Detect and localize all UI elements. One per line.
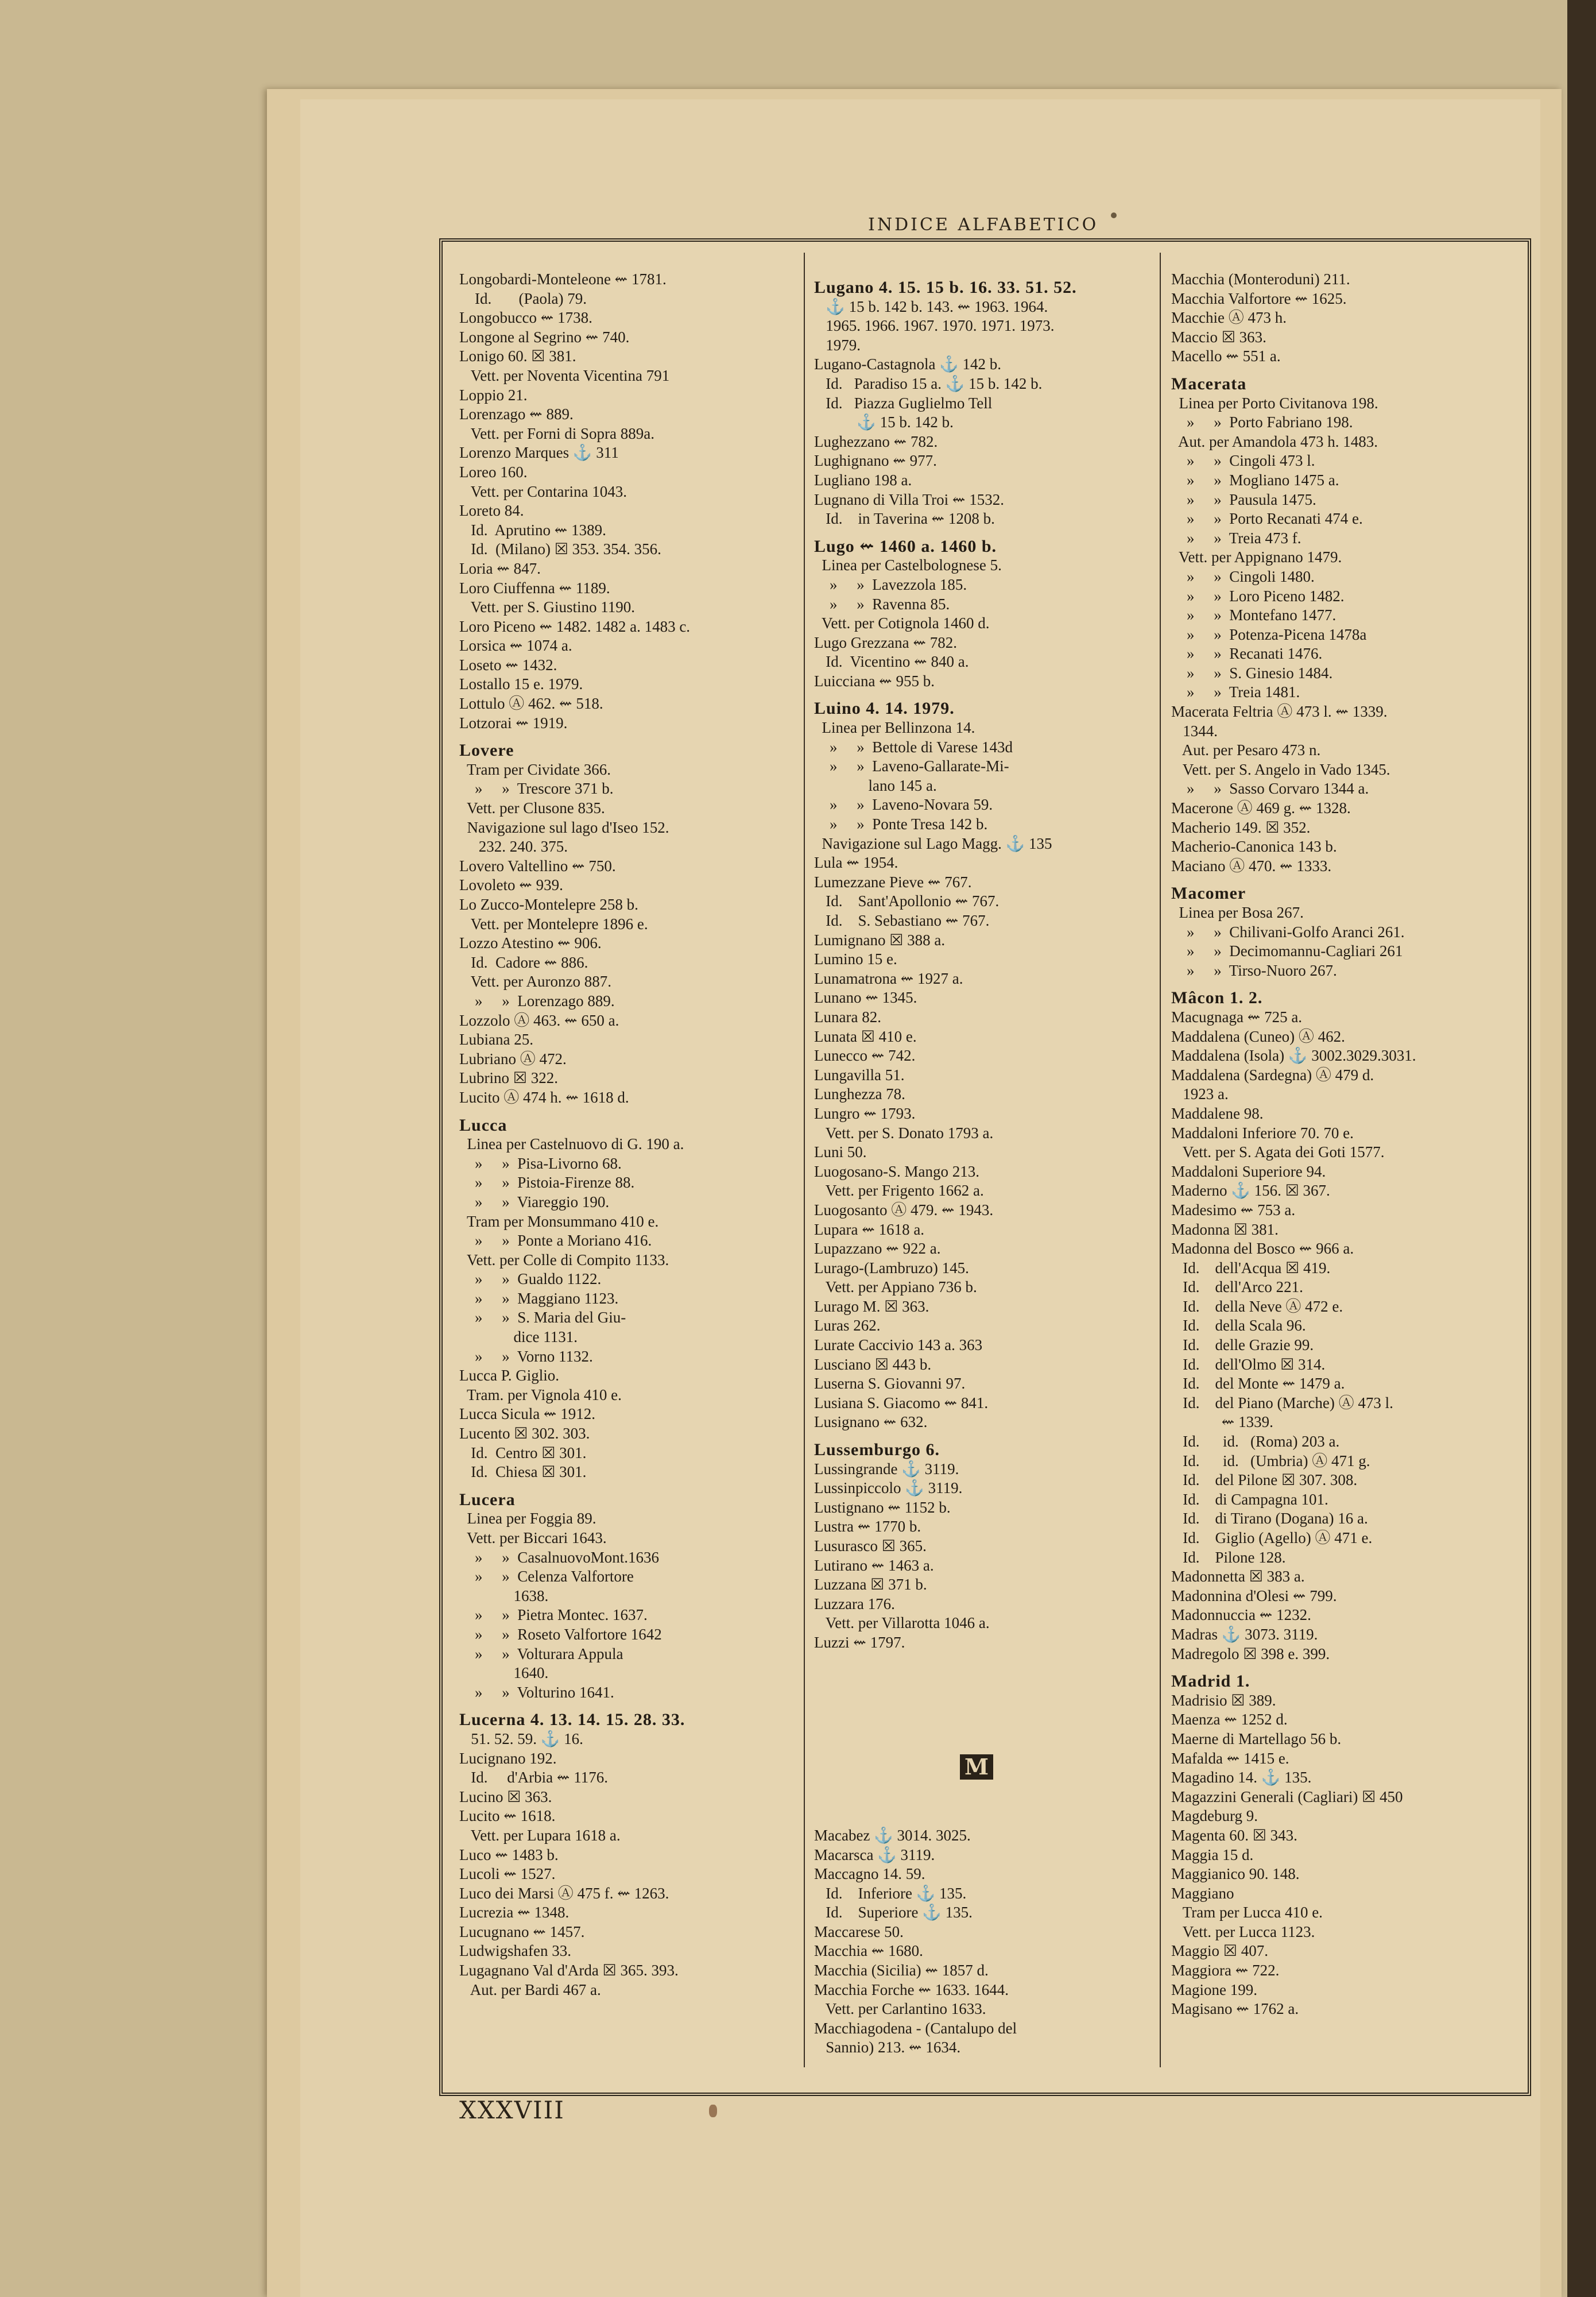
index-entry: Id. dell'Arco 221. xyxy=(1171,1278,1303,1296)
index-entry: Maddaloni Superiore 94. xyxy=(1171,1162,1326,1180)
index-entry: Id. dell'Olmo ☒ 314. xyxy=(1171,1355,1326,1373)
index-entry: Loppio 21. xyxy=(459,386,528,404)
index-entry: Id. Paradiso 15 a. ⚓ 15 b. 142 b. xyxy=(814,374,1043,392)
index-entry: Vett. per Lucca 1123. xyxy=(1171,1923,1315,1940)
index-entry: » » Pietra Montec. 1637. xyxy=(459,1606,648,1624)
index-entry: Lunamatrona ⇜ 1927 a. xyxy=(814,969,963,987)
index-entry: Lugliano 198 a. xyxy=(814,471,912,489)
index-entry: Id. del Piano (Marche) Ⓐ 473 l. xyxy=(1171,1394,1393,1412)
index-entry: » » Tirso-Nuoro 267. xyxy=(1171,961,1337,979)
index-entry: Macugnaga ⇜ 725 a. xyxy=(1171,1008,1303,1026)
index-entry: » » Cingoli 473 l. xyxy=(1171,452,1315,470)
index-entry: Vett. per Forni di Sopra 889a. xyxy=(459,424,654,442)
index-entry: Lumignano ☒ 388 a. xyxy=(814,931,946,949)
index-entry: Luni 50. xyxy=(814,1143,867,1161)
index-entry: » » Laveno-Novara 59. xyxy=(814,796,993,814)
index-entry: Vett. per Contarina 1043. xyxy=(459,482,627,500)
index-entry: Lucino ☒ 363. xyxy=(459,1788,552,1805)
index-entry: Vett. per Biccari 1643. xyxy=(459,1529,607,1546)
index-entry: » » S. Ginesio 1484. xyxy=(1171,664,1333,682)
index-entry: Lucrezia ⇜ 1348. xyxy=(459,1904,570,1921)
index-entry: Lovero Valtellino ⇜ 750. xyxy=(459,857,616,875)
index-entry: » » Sasso Corvaro 1344 a. xyxy=(1171,780,1369,798)
index-entry: Lugo ⇜ 1460 a. 1460 b. xyxy=(814,536,997,556)
index-entry: » » S. Maria del Giu- xyxy=(459,1309,626,1327)
index-entry: 1965. 1966. 1967. 1970. 1971. 1973. xyxy=(814,317,1055,335)
index-entry: Lurate Caccivio 143 a. 363 xyxy=(814,1336,983,1354)
index-entry: » » Pistoia-Firenze 88. xyxy=(459,1174,635,1192)
index-entry: Magisano ⇜ 1762 a. xyxy=(1171,2000,1299,2018)
index-entry: Lughignano ⇜ 977. xyxy=(814,452,937,470)
index-entry: Luino 4. 14. 1979. xyxy=(814,699,955,718)
index-entry: Linea per Castelbolognese 5. xyxy=(814,556,1002,574)
column-separator xyxy=(804,253,805,2067)
index-entry: Lucca P. Giglio. xyxy=(459,1367,559,1385)
index-entry: Macherio 149. ☒ 352. xyxy=(1171,818,1311,836)
index-entry: Madonna ☒ 381. xyxy=(1171,1220,1279,1238)
index-entry: Lozzolo Ⓐ 463. ⇜ 650 a. xyxy=(459,1011,619,1029)
index-entry: 1638. xyxy=(459,1587,549,1604)
index-entry: Id. (Milano) ☒ 353. 354. 356. xyxy=(459,540,661,558)
index-entry: Macello ⇜ 551 a. xyxy=(1171,347,1281,365)
index-entry: Lucugnano ⇜ 1457. xyxy=(459,1923,585,1940)
index-entry: Lucito ⇜ 1618. xyxy=(459,1807,556,1825)
index-entry: Lussinpiccolo ⚓ 3119. xyxy=(814,1479,963,1497)
index-entry: » » Laveno-Gallarate-Mi- xyxy=(814,757,1009,775)
index-entry: dice 1131. xyxy=(459,1328,578,1346)
index-column-1 xyxy=(459,270,804,2000)
index-entry: Maddaloni Inferiore 70. 70 e. xyxy=(1171,1124,1354,1142)
index-entry xyxy=(814,1710,1159,1730)
index-entry: Madrisio ☒ 389. xyxy=(1171,1691,1276,1709)
index-entry: Madesimo ⇜ 753 a. xyxy=(1171,1201,1296,1219)
index-entry: » » Lorenzago 889. xyxy=(459,992,615,1010)
index-entry: Lucerna 4. 13. 14. 15. 28. 33. xyxy=(459,1710,685,1730)
index-entry: Lotzorai ⇜ 1919. xyxy=(459,714,568,732)
index-entry: Magadino 14. ⚓ 135. xyxy=(1171,1769,1312,1786)
index-entry: Lubriano Ⓐ 472. xyxy=(459,1050,567,1068)
index-entry: Macarsca ⚓ 3119. xyxy=(814,1846,935,1863)
index-entry: Loro Piceno ⇜ 1482. 1482 a. 1483 c. xyxy=(459,617,691,635)
index-entry: Luco dei Marsi Ⓐ 475 f. ⇜ 1263. xyxy=(459,1884,669,1902)
index-entry: Vett. per Carlantino 1633. xyxy=(814,2000,986,2018)
index-entry: » » Vorno 1132. xyxy=(459,1347,593,1365)
index-entry: Maccarese 50. xyxy=(814,1923,904,1940)
index-entry: Tram per Cividate 366. xyxy=(459,760,611,778)
index-entry: Id. id. (Roma) 203 a. xyxy=(1171,1433,1340,1451)
index-entry: Linea per Porto Civitanova 198. xyxy=(1171,394,1378,412)
index-entry: Vett. per Noventa Vicentina 791 xyxy=(459,366,670,384)
index-entry: Linea per Castelnuovo di G. 190 a. xyxy=(459,1135,684,1153)
index-entry: Loreto 84. xyxy=(459,502,524,520)
index-entry: » » Pausula 1475. xyxy=(1171,490,1316,508)
index-entry: Vett. per Montelepre 1896 e. xyxy=(459,915,648,933)
index-entry: 1923 a. xyxy=(1171,1085,1229,1103)
index-entry: Vett. per Auronzo 887. xyxy=(459,973,611,991)
index-entry: » » Porto Recanati 474 e. xyxy=(1171,510,1363,528)
index-entry: Loreo 160. xyxy=(459,463,528,481)
index-entry: » » Treia 1481. xyxy=(1171,683,1300,701)
index-entry: » » Gualdo 1122. xyxy=(459,1270,602,1288)
index-entry: Lumino 15 e. xyxy=(814,950,897,968)
index-entry: Madonna del Bosco ⇜ 966 a. xyxy=(1171,1240,1354,1258)
index-entry: Madras ⚓ 3073. 3119. xyxy=(1171,1625,1318,1643)
index-entry: Vett. per Cotignola 1460 d. xyxy=(814,614,990,632)
index-entry: Linea per Foggia 89. xyxy=(459,1510,596,1528)
index-entry: Macchia Forche ⇜ 1633. 1644. xyxy=(814,1981,1009,1998)
index-entry xyxy=(814,1807,1159,1826)
index-entry: Id. Superiore ⚓ 135. xyxy=(814,1904,973,1921)
index-entry: Magazzini Generali (Cagliari) ☒ 450 xyxy=(1171,1788,1403,1805)
index-entry: Lusignano ⇜ 632. xyxy=(814,1413,928,1431)
index-entry: Id. Centro ☒ 301. xyxy=(459,1444,587,1461)
index-entry: » » Celenza Valfortore xyxy=(459,1568,634,1586)
index-entry: Magdeburg 9. xyxy=(1171,1807,1258,1825)
index-entry: » » Trescore 371 b. xyxy=(459,780,614,798)
index-entry: » » Potenza-Picena 1478a xyxy=(1171,625,1367,643)
index-entry: 51. 52. 59. ⚓ 16. xyxy=(459,1730,583,1747)
index-entry: Maggiano xyxy=(1171,1884,1234,1902)
index-entry: » » Ravenna 85. xyxy=(814,595,950,613)
index-entry: Vett. per S. Angelo in Vado 1345. xyxy=(1171,760,1390,778)
index-entry: Vett. per Colle di Compito 1133. xyxy=(459,1251,669,1269)
index-entry: Lucignano 192. xyxy=(459,1749,557,1767)
index-entry: Vett. per S. Giustino 1190. xyxy=(459,598,636,616)
index-entry: Luzzi ⇜ 1797. xyxy=(814,1633,905,1651)
index-entry: Macerata xyxy=(1171,374,1247,393)
index-entry: Maggiora ⇜ 722. xyxy=(1171,1962,1280,1979)
index-entry: » » Viareggio 190. xyxy=(459,1193,610,1211)
index-entry: Id. Inferiore ⚓ 135. xyxy=(814,1884,967,1902)
index-entry: Linea per Bosa 267. xyxy=(1171,904,1304,921)
background-edge xyxy=(1567,0,1596,2297)
index-entry: 232. 240. 375. xyxy=(459,838,568,856)
index-entry: » » Montefano 1477. xyxy=(1171,606,1337,624)
index-entry: » » Lavezzola 185. xyxy=(814,575,967,593)
index-entry: Mâcon 1. 2. xyxy=(1171,988,1263,1008)
index-entry: » » Volturino 1641. xyxy=(459,1683,614,1701)
index-entry: » » Mogliano 1475 a. xyxy=(1171,471,1339,489)
index-entry: Lorsica ⇜ 1074 a. xyxy=(459,637,572,655)
index-entry: Maddalena (Isola) ⚓ 3002.3029.3031. xyxy=(1171,1047,1416,1065)
index-entry: Aut. per Pesaro 473 n. xyxy=(1171,741,1321,759)
index-entry: Luco ⇜ 1483 b. xyxy=(459,1846,559,1863)
index-entry xyxy=(814,1788,1159,1807)
index-entry: Macchia ⇜ 1680. xyxy=(814,1942,923,1960)
index-entry: Id. del Monte ⇜ 1479 a. xyxy=(1171,1375,1345,1393)
index-entry: Lucca Sicula ⇜ 1912. xyxy=(459,1405,596,1423)
index-entry: lano 145 a. xyxy=(814,776,937,794)
index-entry: Macherio-Canonica 143 b. xyxy=(1171,838,1337,856)
index-entry: Macchie Ⓐ 473 h. xyxy=(1171,309,1287,327)
index-entry: » » Treia 473 f. xyxy=(1171,529,1301,547)
index-entry: » » Cingoli 1480. xyxy=(1171,567,1315,585)
index-entry: Macabez ⚓ 3014. 3025. xyxy=(814,1826,971,1844)
index-entry: Maddalene 98. xyxy=(1171,1104,1264,1122)
ink-dot-icon xyxy=(1111,212,1117,218)
index-entry: Vett. per Appignano 1479. xyxy=(1171,548,1342,566)
index-entry: Maddalena (Cuneo) Ⓐ 462. xyxy=(1171,1027,1345,1045)
index-entry: Lonigo 60. ☒ 381. xyxy=(459,347,576,365)
index-entry: Id. S. Sebastiano ⇜ 767. xyxy=(814,912,990,929)
index-entry: Tram per Lucca 410 e. xyxy=(1171,1904,1323,1921)
index-entry: Lupara ⇜ 1618 a. xyxy=(814,1220,925,1238)
index-entry: Lovoleto ⇜ 939. xyxy=(459,876,563,894)
index-column-3 xyxy=(1171,270,1516,2019)
index-entry: Magione 199. xyxy=(1171,1981,1257,1998)
index-entry: Lungro ⇜ 1793. xyxy=(814,1104,916,1122)
index-entry: Navigazione sul Lago Magg. ⚓ 135 xyxy=(814,834,1052,852)
index-entry: » » Chilivani-Golfo Aranci 261. xyxy=(1171,923,1405,941)
index-entry: Id. Pilone 128. xyxy=(1171,1548,1286,1566)
index-entry: » » Porto Fabriano 198. xyxy=(1171,413,1353,431)
index-entry: Ludwigshafen 33. xyxy=(459,1942,571,1960)
index-entry: Luzzara 176. xyxy=(814,1595,895,1612)
index-entry: Maggianico 90. 148. xyxy=(1171,1865,1300,1883)
index-entry: Lussemburgo 6. xyxy=(814,1440,940,1460)
index-entry: » » Loro Piceno 1482. xyxy=(1171,587,1345,605)
index-entry: » » Bettole di Varese 143d xyxy=(814,738,1013,756)
index-entry: Lusurasco ☒ 365. xyxy=(814,1537,927,1554)
index-entry: Macchia Valfortore ⇜ 1625. xyxy=(1171,289,1347,307)
index-entry: Navigazione sul lago d'Iseo 152. xyxy=(459,818,669,836)
index-entry: Vett. per Clusone 835. xyxy=(459,799,605,817)
index-entry: Aut. per Bardi 467 a. xyxy=(459,1981,601,1998)
index-entry: Madrid 1. xyxy=(1171,1672,1250,1691)
index-entry: Macchia (Sicilia) ⇜ 1857 d. xyxy=(814,1962,989,1979)
index-entry: Id. delle Grazie 99. xyxy=(1171,1336,1314,1354)
index-entry: Vett. per Villarotta 1046 a. xyxy=(814,1614,990,1632)
index-entry: Lo Zucco-Montelepre 258 b. xyxy=(459,896,638,913)
index-entry: Lughezzano ⇜ 782. xyxy=(814,432,938,450)
index-entry: 1979. xyxy=(814,336,861,354)
index-entry: Lunghezza 78. xyxy=(814,1085,905,1103)
index-entry: Macomer xyxy=(1171,884,1246,903)
page-number: XXXVIII xyxy=(459,2096,565,2124)
index-entry: Aut. per Amandola 473 h. 1483. xyxy=(1171,432,1378,450)
index-entry: Longone al Segrino ⇜ 740. xyxy=(459,328,630,346)
index-entry: Lorenzago ⇜ 889. xyxy=(459,405,574,423)
index-entry: Luserna S. Giovanni 97. xyxy=(814,1375,966,1393)
index-entry: Id. id. (Umbria) Ⓐ 471 g. xyxy=(1171,1452,1370,1470)
index-entry: Macchiagodena - (Cantalupo del xyxy=(814,2019,1017,2037)
index-entry: Lozzo Atestino ⇜ 906. xyxy=(459,934,602,952)
index-entry: Vett. per Lupara 1618 a. xyxy=(459,1826,621,1844)
index-entry: Lula ⇜ 1954. xyxy=(814,854,898,872)
index-entry: Luras 262. xyxy=(814,1317,881,1335)
index-entry: Lunano ⇜ 1345. xyxy=(814,989,917,1007)
index-entry: Mafalda ⇜ 1415 e. xyxy=(1171,1749,1289,1767)
index-entry: Macerata Feltria Ⓐ 473 l. ⇜ 1339. xyxy=(1171,703,1388,721)
index-entry: » » Roseto Valfortore 1642 xyxy=(459,1625,662,1643)
index-entry: Lugano 4. 15. 15 b. 16. 33. 51. 52. xyxy=(814,278,1077,297)
index-entry: ⚓ 15 b. 142 b. xyxy=(814,413,954,431)
index-entry: » » Ponte a Moriano 416. xyxy=(459,1232,652,1250)
index-entry: Vett. per Frigento 1662 a. xyxy=(814,1182,984,1200)
index-entry: Lovere xyxy=(459,741,514,760)
index-entry: Maccio ☒ 363. xyxy=(1171,328,1266,346)
index-entry: Lugnano di Villa Troi ⇜ 1532. xyxy=(814,490,1005,508)
index-entry: Luogosano-S. Mango 213. xyxy=(814,1162,979,1180)
index-entry: Magenta 60. ☒ 343. xyxy=(1171,1826,1297,1844)
index-entry: Lugano-Castagnola ⚓ 142 b. xyxy=(814,355,1002,373)
index-entry: Lustra ⇜ 1770 b. xyxy=(814,1518,921,1536)
index-entry: Lurago-(Lambruzo) 145. xyxy=(814,1259,969,1277)
index-entry: Id. in Taverina ⇜ 1208 b. xyxy=(814,510,995,528)
index-entry: Lugagnano Val d'Arda ☒ 365. 393. xyxy=(459,1962,679,1979)
index-entry: Id. di Campagna 101. xyxy=(1171,1490,1328,1508)
index-entry: Id. della Neve Ⓐ 472 e. xyxy=(1171,1297,1343,1315)
index-entry: ⇜ 1339. xyxy=(1171,1413,1273,1431)
index-entry: Lunecco ⇜ 742. xyxy=(814,1047,916,1065)
index-entry: Id. Piazza Guglielmo Tell xyxy=(814,394,993,412)
index-entry: Id. dell'Acqua ☒ 419. xyxy=(1171,1259,1331,1277)
index-entry: » » Decimomannu-Cagliari 261 xyxy=(1171,942,1403,960)
index-entry: ⚓ 15 b. 142 b. 143. ⇜ 1963. 1964. xyxy=(814,297,1048,315)
index-entry xyxy=(814,1653,1159,1672)
index-entry: 1344. xyxy=(1171,722,1218,740)
index-entry: Lottulo Ⓐ 462. ⇜ 518. xyxy=(459,695,603,713)
index-entry: Maggia 15 d. xyxy=(1171,1846,1254,1863)
index-entry: Lucoli ⇜ 1527. xyxy=(459,1865,556,1883)
index-entry: Lustignano ⇜ 1152 b. xyxy=(814,1498,951,1516)
index-entry: Maderno ⚓ 156. ☒ 367. xyxy=(1171,1182,1330,1200)
index-entry: Lostallo 15 e. 1979. xyxy=(459,675,583,693)
index-entry: Lurago M. ☒ 363. xyxy=(814,1297,929,1315)
index-entry: Id. Cadore ⇜ 886. xyxy=(459,953,588,971)
index-entry: Madonnina d'Olesi ⇜ 799. xyxy=(1171,1587,1337,1604)
index-entry: Id. di Tirano (Dogana) 16 a. xyxy=(1171,1510,1368,1528)
index-entry: Macerone Ⓐ 469 g. ⇜ 1328. xyxy=(1171,799,1351,817)
index-entry: Lusciano ☒ 443 b. xyxy=(814,1355,932,1373)
index-entry: » » Ponte Tresa 142 b. xyxy=(814,815,988,833)
index-entry: Lubiana 25. xyxy=(459,1031,533,1049)
index-entry: » » CasalnuovoMont.1636 xyxy=(459,1548,659,1566)
index-entry: Lugo Grezzana ⇜ 782. xyxy=(814,633,958,651)
index-entry: Loro Ciuffenna ⇜ 1189. xyxy=(459,579,610,597)
index-entry: Loseto ⇜ 1432. xyxy=(459,656,557,674)
index-entry: Id. Giglio (Agello) Ⓐ 471 e. xyxy=(1171,1529,1373,1546)
index-entry: Maggio ☒ 407. xyxy=(1171,1942,1268,1960)
index-entry: Lupazzano ⇜ 922 a. xyxy=(814,1240,941,1258)
index-entry: Lunara 82. xyxy=(814,1008,881,1026)
index-entry: Longobardi-Monteleone ⇜ 1781. xyxy=(459,270,667,288)
index-entry: Maddalena (Sardegna) Ⓐ 479 d. xyxy=(1171,1066,1374,1084)
index-entry: Id. Chiesa ☒ 301. xyxy=(459,1463,587,1481)
index-entry: » » Maggiano 1123. xyxy=(459,1289,619,1307)
index-entry: Lussingrande ⚓ 3119. xyxy=(814,1460,959,1478)
index-entry: » » Volturara Appula xyxy=(459,1645,623,1662)
index-entry: Lucito Ⓐ 474 h. ⇜ 1618 d. xyxy=(459,1088,629,1106)
column-separator xyxy=(1160,253,1161,2067)
index-entry: Vett. per S. Agata dei Goti 1577. xyxy=(1171,1143,1385,1161)
page-header: INDICE ALFABETICO xyxy=(868,215,1099,235)
index-entry: Loria ⇜ 847. xyxy=(459,559,541,577)
index-entry: Id. (Paola) 79. xyxy=(459,289,587,307)
stain-mark xyxy=(709,2105,717,2117)
index-entry: Lumezzane Pieve ⇜ 767. xyxy=(814,873,972,891)
index-entry: Luicciana ⇜ 955 b. xyxy=(814,672,935,690)
index-entry: Luzzana ☒ 371 b. xyxy=(814,1576,927,1594)
index-entry: Lungavilla 51. xyxy=(814,1066,905,1084)
section-letter: M xyxy=(960,1754,993,1780)
index-entry xyxy=(814,1730,1159,1749)
index-entry: Id. del Pilone ☒ 307. 308. xyxy=(1171,1471,1358,1489)
index-entry: » » Recanati 1476. xyxy=(1171,645,1323,663)
index-entry: » » Pisa-Livorno 68. xyxy=(459,1154,622,1172)
index-entry: Madonnetta ☒ 383 a. xyxy=(1171,1568,1305,1586)
index-entry: Maerne di Martellago 56 b. xyxy=(1171,1730,1342,1747)
index-entry: Lucento ☒ 302. 303. xyxy=(459,1425,590,1443)
index-entry: Madonnuccia ⇜ 1232. xyxy=(1171,1606,1311,1624)
index-column-2 xyxy=(814,270,1159,2058)
index-entry: Macchia (Monteroduni) 211. xyxy=(1171,270,1350,288)
index-entry: Vett. per Appiano 736 b. xyxy=(814,1278,977,1296)
index-entry: Lusiana S. Giacomo ⇜ 841. xyxy=(814,1394,989,1412)
index-entry xyxy=(814,1691,1159,1711)
index-entry: Lucera xyxy=(459,1490,516,1509)
index-entry: Maccagno 14. 59. xyxy=(814,1865,925,1883)
index-entry: Sannio) 213. ⇜ 1634. xyxy=(814,2039,961,2056)
index-entry: Lucca xyxy=(459,1115,508,1135)
index-entry: Lunata ☒ 410 e. xyxy=(814,1027,917,1045)
index-entry: Maenza ⇜ 1252 d. xyxy=(1171,1711,1288,1728)
index-entry: Madregolo ☒ 398 e. 399. xyxy=(1171,1645,1330,1662)
index-entry: Tram per Monsummano 410 e. xyxy=(459,1212,659,1230)
index-entry: Id. d'Arbia ⇜ 1176. xyxy=(459,1769,608,1786)
index-entry: Id. della Scala 96. xyxy=(1171,1317,1306,1335)
index-entry: Linea per Bellinzona 14. xyxy=(814,719,975,737)
index-entry: Id. Vicentino ⇜ 840 a. xyxy=(814,653,969,671)
index-entry: Vett. per S. Donato 1793 a. xyxy=(814,1124,994,1142)
index-entry: Id. Sant'Apollonio ⇜ 767. xyxy=(814,892,1000,910)
index-entry xyxy=(814,1672,1159,1691)
index-entry: Id. Aprutino ⇜ 1389. xyxy=(459,521,606,539)
index-entry: Lorenzo Marques ⚓ 311 xyxy=(459,444,619,462)
index-entry: Lubrino ☒ 322. xyxy=(459,1069,558,1087)
index-entry: Lutirano ⇜ 1463 a. xyxy=(814,1556,934,1574)
index-entry: Tram. per Vignola 410 e. xyxy=(459,1386,622,1403)
index-entry: 1640. xyxy=(459,1664,549,1682)
index-entry: Maciano Ⓐ 470. ⇜ 1333. xyxy=(1171,857,1332,875)
index-entry: Longobucco ⇜ 1738. xyxy=(459,309,592,327)
index-entry: Luogosanto Ⓐ 479. ⇜ 1943. xyxy=(814,1201,994,1219)
